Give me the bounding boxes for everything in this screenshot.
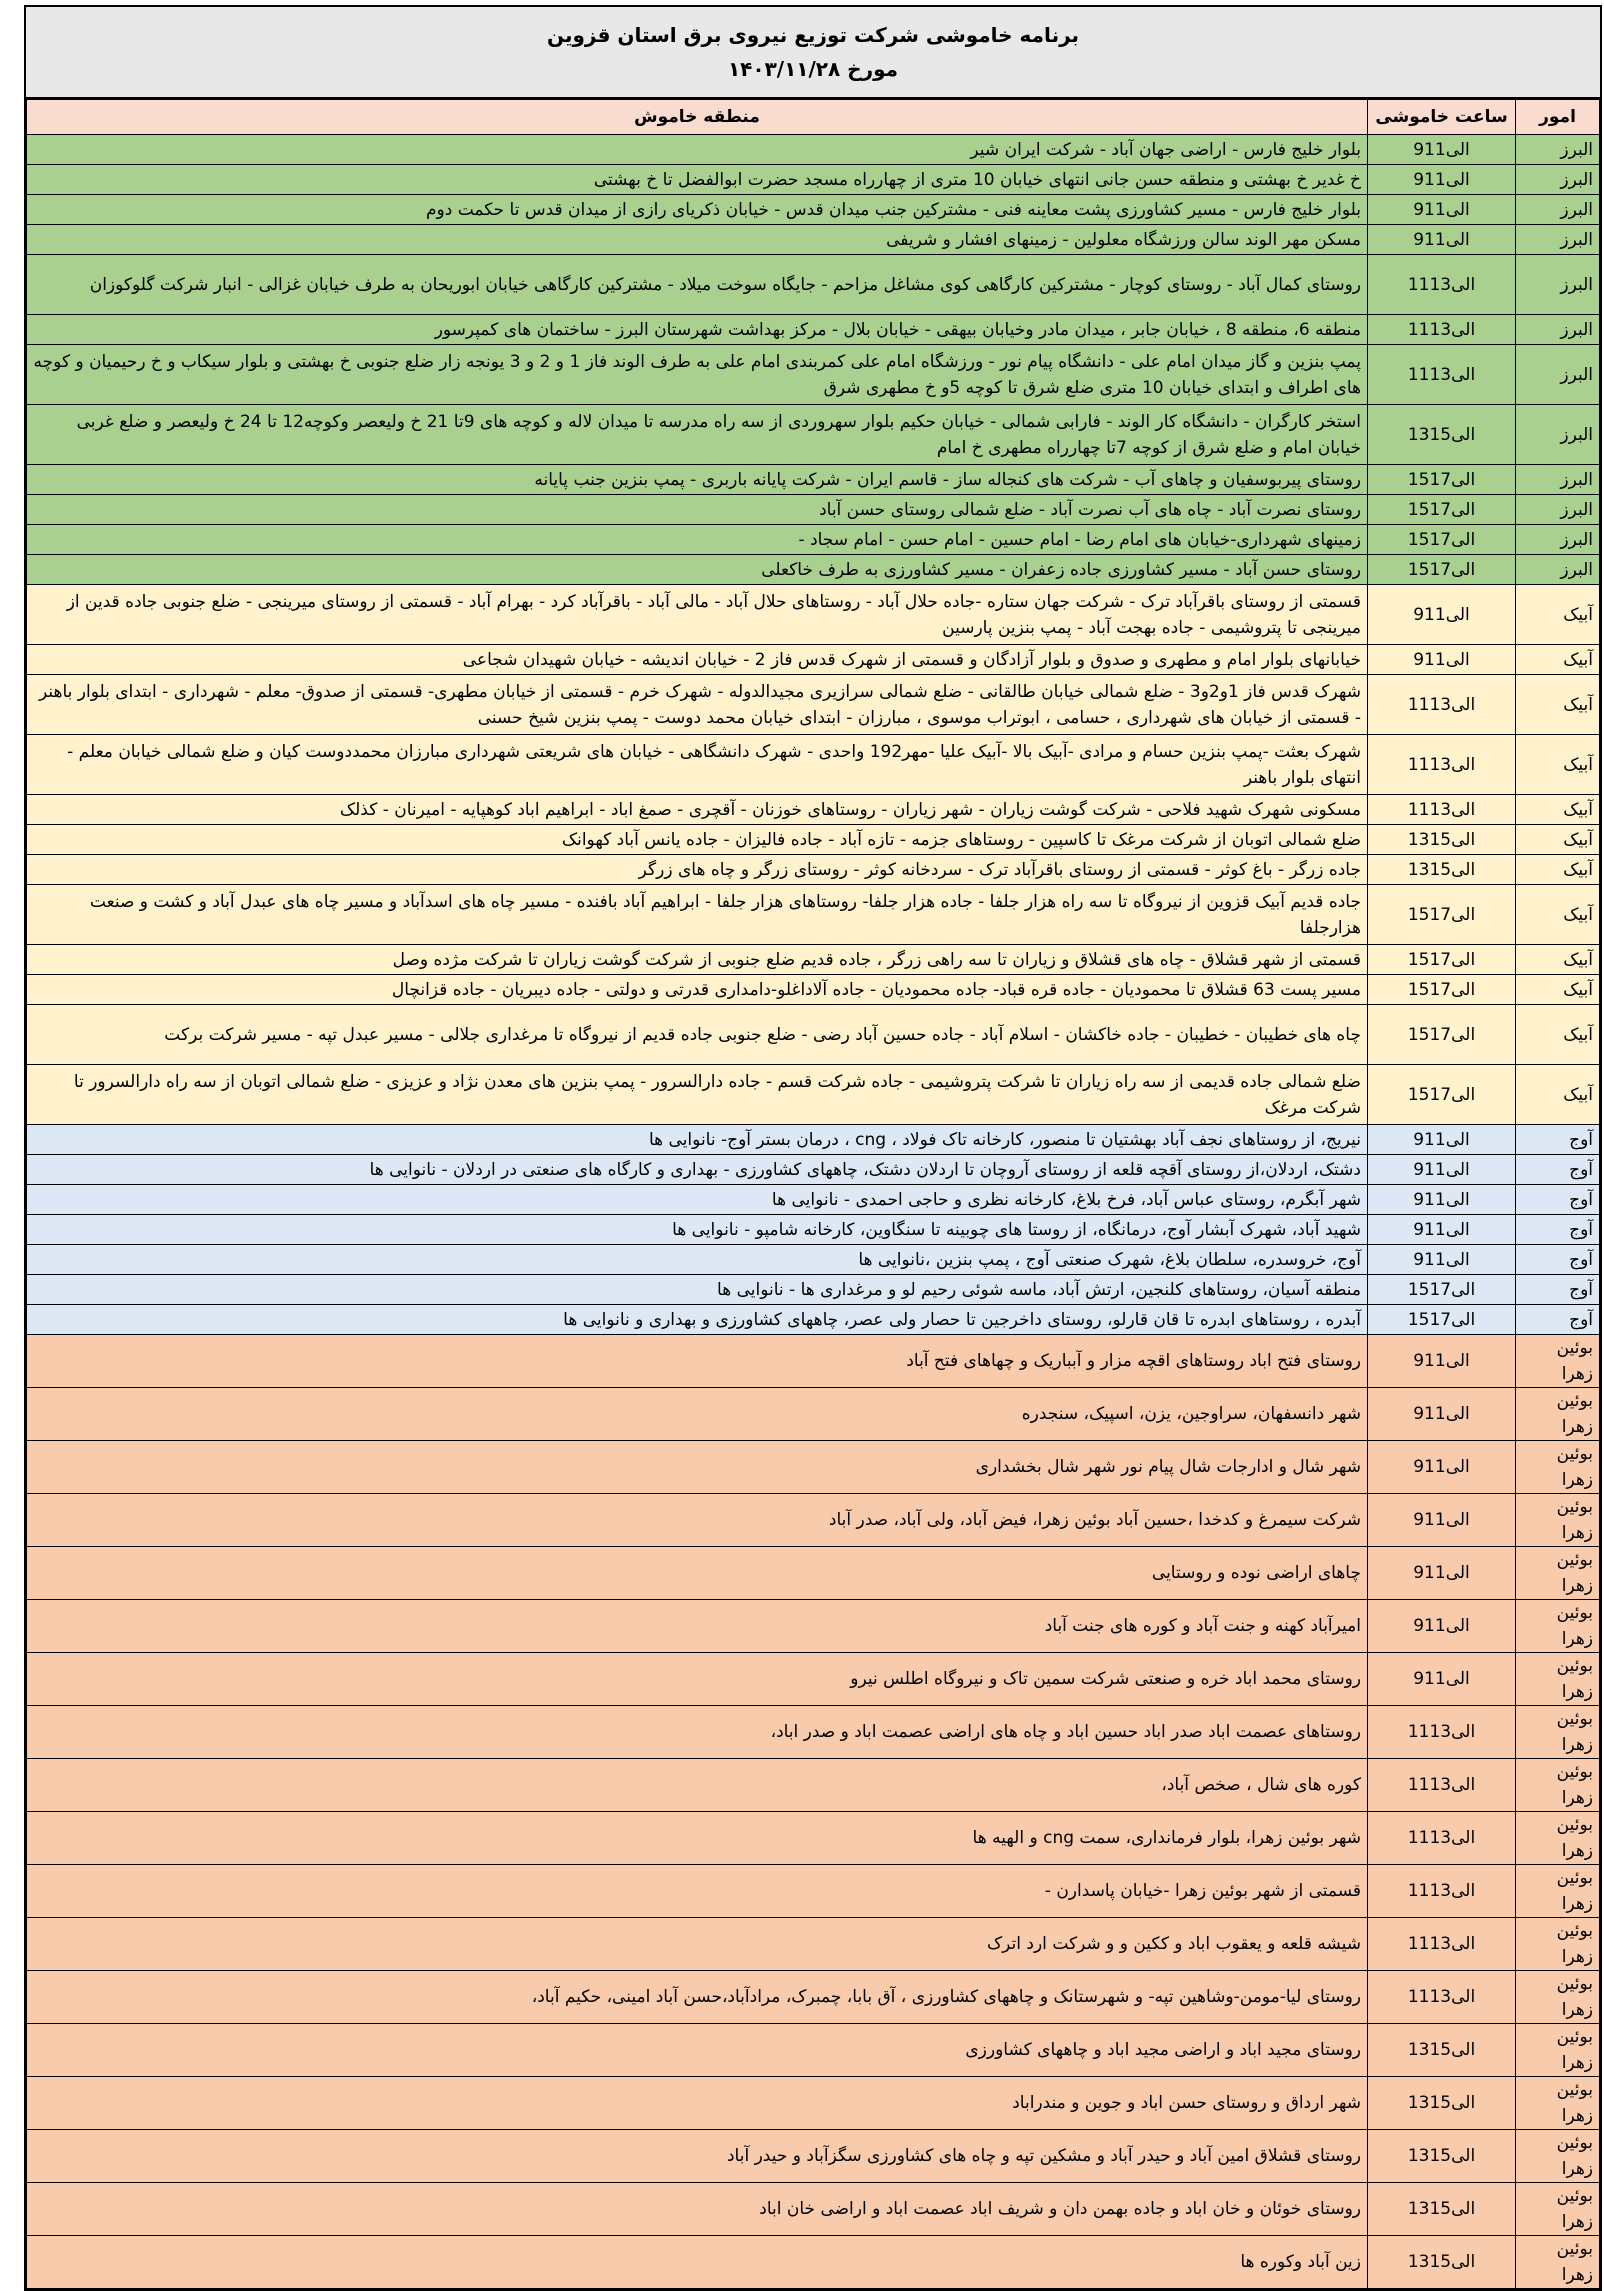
table-row [27,1971,1600,2024]
omur-cell: آبیک [1516,975,1600,1005]
area-cell: ضلع شمالی جاده قدیمی از سه راه زیاران تا شرکت پتروشیمی - جاده شرکت قسم - جاده دارالسرور - پمپ بنزین های معدن نژاد و عزیزی - ضلع شمالی اتوبان از سه راه دارالسرور تا شرکت مرغک [27,1065,1368,1125]
time-cell: 9الی11 [1368,1441,1516,1494]
table-row [27,2130,1600,2183]
time-cell: 15الی17 [1368,1065,1516,1125]
table-row [27,2024,1600,2077]
time-cell: 9الی11 [1368,1547,1516,1600]
table-row [27,495,1600,525]
table-row [27,825,1600,855]
sheet-header [26,7,1600,99]
area-cell: قسمتی از روستای باقرآباد ترک - شرکت جهان ستاره -جاده حلال آباد - روستاهای حلال آباد - مالی آباد - باقرآباد کرد - بهرام آباد - قسمتی از روستای میرینجی - ضلع جنوبی جاده قدین از میرینجی تا پتروشیمی - جاده بهجت آباد - پمپ بنزین پارسین [27,585,1368,645]
table-row [27,1653,1600,1706]
omur-cell: البرز [1516,495,1600,525]
table-row [27,405,1600,465]
table-row [27,465,1600,495]
table-row [27,1388,1600,1441]
area-cell: خیابانهای بلوار امام و مطهری و صدوق و بلوار آزادگان و قسمتی از شهرک قدس فاز 2 - خیابان اندیشه - خیابان شهیدان شجاعی [27,645,1368,675]
time-cell: 11الی13 [1368,255,1516,315]
time-cell: 13الی15 [1368,825,1516,855]
column-header-row [27,100,1600,135]
area-cell: ضلع شمالی اتوبان از شرکت مرغک تا کاسپین - روستاهای جزمه - تازه آباد - جاده فالیزان - جاده یانس آباد کهوانک [27,825,1368,855]
table-row [27,195,1600,225]
area-cell: آوج، خروسدره، سلطان بلاغ، شهرک صنعتی آوج ، پمپ بنزین ،نانوایی ها [27,1245,1368,1275]
sheet-date: مورخ ۱۴۰۳/۱۱/۲۸ [727,57,899,81]
omur-cell: آوج [1516,1215,1600,1245]
omur-cell: آبیک [1516,825,1600,855]
area-cell: استخر کارگران - دانشگاه کار الوند - فارابی شمالی - خیابان حکیم بلوار سهروردی از سه راه مدرسه تا میدان لاله و کوچه های 9تا 21 خ ولیعصر وکوچه12 تا 24 خ ولیعصر و ضلع غربی خیابان امام و ضلع شرق از کوچه 7تا چهارراه مطهری خ امام [27,405,1368,465]
time-cell: 11الی13 [1368,1918,1516,1971]
time-cell: 11الی13 [1368,675,1516,735]
area-cell: کوره های شال ، صخص آباد، [27,1759,1368,1812]
table-row [27,795,1600,825]
area-cell: دشتک، اردلان،از روستای آقچه قلعه از روستای آروچان تا اردلان دشتک، چاههای کشاورزی - بهداری و کارگاه های صنعتی در اردلان - نانوایی ها [27,1155,1368,1185]
table-row [27,1125,1600,1155]
table-row [27,1494,1600,1547]
area-cell: روستای قشلاق امین آباد و حیدر آباد و مشکین تپه و چاه های کشاورزی سگزآباد و حیدر آباد [27,2130,1368,2183]
omur-cell: آبیک [1516,735,1600,795]
omur-cell: بوئین زهرا [1516,1653,1600,1706]
time-cell: 15الی17 [1368,495,1516,525]
omur-cell: بوئین زهرا [1516,1388,1600,1441]
omur-cell: البرز [1516,225,1600,255]
omur-cell: بوئین زهرا [1516,2183,1600,2236]
table-row [27,345,1600,405]
omur-cell: البرز [1516,135,1600,165]
omur-cell: البرز [1516,165,1600,195]
area-cell: شهر بوئین زهرا، بلوار فرمانداری، سمت cng و الهیه ها [27,1812,1368,1865]
table-row [27,975,1600,1005]
area-cell: شهر آبگرم، روستای عباس آباد، فرخ بلاغ، کارخانه نظری و حاجی احمدی - نانوایی ها [27,1185,1368,1215]
omur-cell: بوئین زهرا [1516,1918,1600,1971]
time-cell: 9الی11 [1368,1494,1516,1547]
area-cell: شهر دانسفهان، سراوجین، یزن، اسپیک، سنجدره [27,1388,1368,1441]
omur-cell: بوئین زهرا [1516,2024,1600,2077]
table-row [27,1918,1600,1971]
omur-cell: آبیک [1516,585,1600,645]
table-row [27,2236,1600,2289]
omur-cell: آبیک [1516,1005,1600,1065]
omur-cell: آبیک [1516,645,1600,675]
table-row [27,525,1600,555]
table-row [27,1600,1600,1653]
omur-cell: آبیک [1516,945,1600,975]
area-cell: قسمتی از شهر قشلاق - چاه های قشلاق و زیاران تا سه راهی زرگر ، جاده قدیم ضلع جنوبی از شرکت گوشت زیاران تا شرکت مژده وصل [27,945,1368,975]
table-row [27,945,1600,975]
omur-cell: البرز [1516,525,1600,555]
omur-cell: آوج [1516,1305,1600,1335]
omur-cell: بوئین زهرا [1516,1812,1600,1865]
table-row [27,2183,1600,2236]
area-cell: خ غدیر خ بهشتی و منطقه حسن جانی انتهای خیابان 10 متری از چهارراه مسجد حضرت ابوالفضل تا خ بهشتی [27,165,1368,195]
time-cell: 9الی11 [1368,1335,1516,1388]
time-cell: 15الی17 [1368,945,1516,975]
area-cell: جاده زرگر - باغ کوثر - قسمتی از روستای باقرآباد ترک - سردخانه کوثر - روستای زرگر و چاه های زرگر [27,855,1368,885]
time-cell: 15الی17 [1368,1005,1516,1065]
time-cell: 15الی17 [1368,525,1516,555]
table-row [27,135,1600,165]
time-cell: 13الی15 [1368,855,1516,885]
omur-cell: البرز [1516,555,1600,585]
table-row [27,255,1600,315]
blackout-schedule-sheet [24,5,1602,2291]
table-row [27,225,1600,255]
time-cell: 13الی15 [1368,2236,1516,2289]
omur-cell: البرز [1516,465,1600,495]
area-cell: روستای فتح اباد روستاهای اقچه مزار و آبباریک و چهاهای فتح آباد [27,1335,1368,1388]
time-cell: 9الی11 [1368,1155,1516,1185]
schedule-rows [27,135,1600,2289]
area-cell: شیشه قلعه و یعقوب اباد و ککین و و شرکت ارد اترک [27,1918,1368,1971]
omur-cell: آبیک [1516,795,1600,825]
area-cell: پمپ بنزین و گاز میدان امام علی - دانشگاه پیام نور - ورزشگاه امام علی کمربندی امام علی به طرف الوند فاز 1 و 2 و 3 یونجه زار ضلع جنوبی خ بهشتی و بلوار سیکاب و خ رحیمیان و کوچه های اطراف و ابتدای خیابان 10 متری ضلع شرق تا کوچه 5و خ مطهری شرق [27,345,1368,405]
time-cell: 11الی13 [1368,795,1516,825]
area-cell: شهرک قدس فاز 1و2و3 - ضلع شمالی خیابان طالقانی - ضلع شمالی سرازیری مجیدالدوله - شهرک خرم - قسمتی از خیابان مطهری- قسمتی از صدوق- معلم - شهرداری - ابتدای بلوار باهنر - قسمتی از خیابان های شهرداری ، حسامی ، ابوتراب موسوی ، مبارزان - ابتدای خیابان محمد دوست - پمپ بنزین شیخ حسنی [27,675,1368,735]
table-row [27,1441,1600,1494]
table-row [27,1759,1600,1812]
sheet-title: برنامه خاموشی شرکت توزیع نیروی برق استان قزوین [546,23,1080,47]
area-cell: آبدره ، روستاهای ابدره تا قان قارلو، روستای داخرجین تا حصار ولی عصر، چاههای کشاورزی و بهداری و نانوایی ها [27,1305,1368,1335]
time-cell: 9الی11 [1368,1388,1516,1441]
time-cell: 15الی17 [1368,1305,1516,1335]
table-row [27,1812,1600,1865]
table-row [27,855,1600,885]
omur-cell: بوئین زهرا [1516,2077,1600,2130]
area-cell: روستاهای عصمت اباد صدر اباد حسین اباد و چاه های اراضی عصمت اباد و صدر اباد، [27,1706,1368,1759]
table-row [27,675,1600,735]
table-row [27,585,1600,645]
omur-cell: بوئین زهرا [1516,2236,1600,2289]
time-cell: 15الی17 [1368,1275,1516,1305]
time-cell: 9الی11 [1368,1600,1516,1653]
area-cell: زین آباد وکوره ها [27,2236,1368,2289]
time-cell: 15الی17 [1368,885,1516,945]
omur-cell: بوئین زهرا [1516,1971,1600,2024]
area-cell: منطقه آسیان، روستاهای کلنجین، ارتش آباد، ماسه شوئی رحیم لو و مرغداری ها - نانوایی ها [27,1275,1368,1305]
column-header-area: منطقه خاموش [27,100,1368,135]
area-cell: شرکت سیمرغ و کدخدا ،حسین آباد بوئین زهرا، فیض آباد، ولی آباد، صدر آباد [27,1494,1368,1547]
omur-cell: البرز [1516,195,1600,225]
area-cell: شهرک بعثت -پمپ بنزین حسام و مرادی -آبیک بالا -آبیک علیا -مهر192 واحدی - شهرک دانشگاهی - خیابان های شریعتی شهرداری مبارزان محمددوست کیان و ضلع شمالی خیابان معلم - انتهای بلوار باهنر [27,735,1368,795]
time-cell: 9الی11 [1368,195,1516,225]
table-row [27,1335,1600,1388]
area-cell: منطقه 6، منطقه 8 ، خیابان جابر ، میدان مادر وخیابان بیهقی - خیابان بلال - مرکز بهداشت شهرستان البرز - ساختمان های کمپرسور [27,315,1368,345]
area-cell: روستای خوئان و خان اباد و جاده بهمن دان و شریف اباد عصمت اباد و اراضی خان اباد [27,2183,1368,2236]
table-row [27,1245,1600,1275]
area-cell: جاده قدیم آبیک قزوین از نیروگاه تا سه راه هزار جلفا - جاده هزار جلفا- روستاهای هزار جلفا - ابراهیم آباد بافنده - مسیر چاه های اسدآباد و مسیر چاه های عبدل آباد و کشت و صنعت هزارجلفا [27,885,1368,945]
time-cell: 13الی15 [1368,2077,1516,2130]
time-cell: 15الی17 [1368,465,1516,495]
area-cell: روستای پیربوسفیان و چاهای آب - شرکت های کنجاله ساز - قاسم ایران - شرکت پایانه باربری - پمپ بنزین جنب پایانه [27,465,1368,495]
time-cell: 9الی11 [1368,1125,1516,1155]
area-cell: روستای حسن آباد - مسیر کشاورزی جاده زعفران - مسیر کشاورزی به طرف خاکعلی [27,555,1368,585]
omur-cell: بوئین زهرا [1516,1759,1600,1812]
omur-cell: آبیک [1516,885,1600,945]
omur-cell: بوئین زهرا [1516,2130,1600,2183]
table-row [27,555,1600,585]
area-cell: شهید آباد، شهرک آبشار آوج، درمانگاه، از روستا های چوبینه تا سنگاوین، کارخانه شامپو - نانوایی ها [27,1215,1368,1245]
table-row [27,1865,1600,1918]
omur-cell: بوئین زهرا [1516,1706,1600,1759]
time-cell: 11الی13 [1368,1865,1516,1918]
omur-cell: آبیک [1516,1065,1600,1125]
area-cell: شهر ارداق و روستای حسن اباد و جوین و مندراباد [27,2077,1368,2130]
table-row [27,1305,1600,1335]
time-cell: 9الی11 [1368,585,1516,645]
table-row [27,1065,1600,1125]
table-row [27,1547,1600,1600]
time-cell: 9الی11 [1368,135,1516,165]
schedule-table [26,99,1600,2289]
table-row [27,1005,1600,1065]
table-row [27,645,1600,675]
time-cell: 9الی11 [1368,645,1516,675]
time-cell: 9الی11 [1368,1653,1516,1706]
time-cell: 11الی13 [1368,735,1516,795]
time-cell: 13الی15 [1368,2183,1516,2236]
area-cell: زمینهای شهرداری-خیابان های امام رضا - امام حسین - امام حسن - امام سجاد - [27,525,1368,555]
area-cell: روستای لیا-مومن-وشاهین تپه- و شهرستانک و چاههای کشاورزی ، آق بابا، چمبرک، مرادآباد،حسن آباد امینی، حکیم آباد، [27,1971,1368,2024]
area-cell: مسکونی شهرک شهید فلاحی - شرکت گوشت زیاران - شهر زیاران - روستاهای خوزنان - آقچری - صمغ اباد - ابراهیم اباد کوهپایه - امیرنان - کذلک [27,795,1368,825]
time-cell: 9الی11 [1368,1185,1516,1215]
table-row [27,1185,1600,1215]
time-cell: 11الی13 [1368,1971,1516,2024]
omur-cell: آوج [1516,1245,1600,1275]
omur-cell: بوئین زهرا [1516,1441,1600,1494]
table-row [27,2077,1600,2130]
time-cell: 13الی15 [1368,2130,1516,2183]
time-cell: 11الی13 [1368,1759,1516,1812]
area-cell: مسیر پست 63 قشلاق تا محمودیان - جاده قره قباد- جاده محمودیان - جاده آلاداغلو-دامداری قدرتی و دولتی - جاده دیبریان - جاده قزانچال [27,975,1368,1005]
omur-cell: آوج [1516,1155,1600,1185]
omur-cell: البرز [1516,405,1600,465]
omur-cell: البرز [1516,345,1600,405]
time-cell: 11الی13 [1368,315,1516,345]
time-cell: 13الی15 [1368,2024,1516,2077]
table-row [27,1275,1600,1305]
area-cell: روستای نصرت آباد - چاه های آب نصرت آباد - ضلع شمالی روستای حسن آباد [27,495,1368,525]
omur-cell: آبیک [1516,675,1600,735]
time-cell: 9الی11 [1368,1245,1516,1275]
table-row [27,735,1600,795]
omur-cell: بوئین زهرا [1516,1865,1600,1918]
time-cell: 9الی11 [1368,1215,1516,1245]
omur-cell: آوج [1516,1125,1600,1155]
table-row [27,1215,1600,1245]
area-cell: چاهای اراضی نوده و روستایی [27,1547,1368,1600]
time-cell: 15الی17 [1368,975,1516,1005]
area-cell: شهر شال و ادارجات شال پیام نور شهر شال بخشداری [27,1441,1368,1494]
omur-cell: آوج [1516,1275,1600,1305]
time-cell: 13الی15 [1368,405,1516,465]
area-cell: روستای کمال آباد - روستای کوچار - مشترکین کارگاهی کوی مشاغل مزاحم - جایگاه سوخت میلاد - مشترکین کارگاهی خیابان ابوریحان به طرف خیابان غزالی - انبار شرکت گلوکوزان [27,255,1368,315]
omur-cell: آبیک [1516,855,1600,885]
area-cell: بلوار خلیج فارس - مسیر کشاورزی پشت معاینه فنی - مشترکین جنب میدان قدس - خیابان ذکریای رازی از میدان قدس تا حکمت دوم [27,195,1368,225]
column-header-time: ساعت خاموشی [1368,100,1516,135]
omur-cell: بوئین زهرا [1516,1600,1600,1653]
time-cell: 15الی17 [1368,555,1516,585]
area-cell: روستای مجید اباد و اراضی مجید اباد و چاههای کشاورزی [27,2024,1368,2077]
omur-cell: البرز [1516,255,1600,315]
table-row [27,315,1600,345]
time-cell: 11الی13 [1368,1812,1516,1865]
time-cell: 11الی13 [1368,345,1516,405]
area-cell: نیریج، از روستاهای نجف آباد بهشتیان تا منصور، کارخانه تاک فولاد ، cng ، درمان بستر آوج- نانوایی ها [27,1125,1368,1155]
omur-cell: بوئین زهرا [1516,1494,1600,1547]
column-header-omur: امور [1516,100,1600,135]
time-cell: 9الی11 [1368,165,1516,195]
omur-cell: البرز [1516,315,1600,345]
area-cell: مسکن مهر الوند سالن ورزشگاه معلولین - زمینهای افشار و شریفی [27,225,1368,255]
time-cell: 9الی11 [1368,225,1516,255]
area-cell: قسمتی از شهر بوئین زهرا -خیابان پاسدارن - [27,1865,1368,1918]
table-row [27,885,1600,945]
omur-cell: بوئین زهرا [1516,1335,1600,1388]
area-cell: چاه های خطیبان - خطیبان - جاده خاکشان - اسلام آباد - جاده حسین آباد رضی - ضلع جنوبی جاده قدیم از نیروگاه تا مرغداری جلالی - مسیر عبدل تپه - مسیر شرکت برکت [27,1005,1368,1065]
table-row [27,1706,1600,1759]
area-cell: روستای محمد اباد خره و صنعتی شرکت سمین تاک و نیروگاه اطلس نیرو [27,1653,1368,1706]
table-row [27,1155,1600,1185]
table-row [27,165,1600,195]
time-cell: 11الی13 [1368,1706,1516,1759]
area-cell: بلوار خلیج فارس - اراضی جهان آباد - شرکت ایران شیر [27,135,1368,165]
omur-cell: آوج [1516,1185,1600,1215]
omur-cell: بوئین زهرا [1516,1547,1600,1600]
area-cell: امیرآباد کهنه و جنت آباد و کوره های جنت آباد [27,1600,1368,1653]
